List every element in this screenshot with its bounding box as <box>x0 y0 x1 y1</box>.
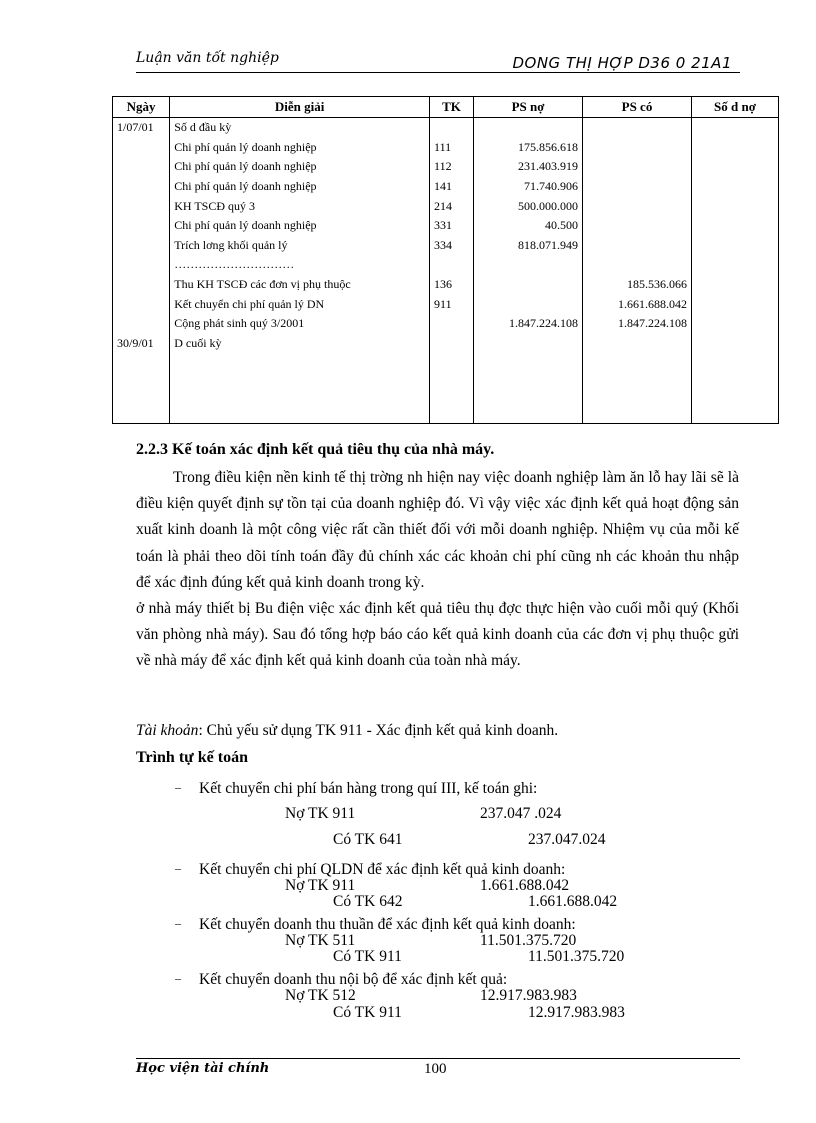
credit-label: Có TK 911 <box>333 1004 402 1021</box>
cell-account <box>430 314 474 334</box>
cell-date: 1/07/01 <box>113 118 170 138</box>
cell-date <box>113 157 170 177</box>
section-title: 2.2.3 Kế toán xác định kết quả tiêu thụ của nhà máy. <box>136 441 495 458</box>
table-row <box>113 353 779 424</box>
debit-amount: 12.917.983.983 <box>480 987 577 1004</box>
cell-balance <box>691 157 778 177</box>
page-header <box>136 48 740 73</box>
table-row <box>113 118 779 138</box>
cell-credit <box>583 196 692 216</box>
cell-balance <box>691 216 778 236</box>
table-row <box>113 157 779 177</box>
cell-credit: 1.847.224.108 <box>583 314 692 334</box>
bullet-dash: – <box>175 916 181 930</box>
cell-credit <box>583 255 692 275</box>
cell-balance <box>691 118 778 138</box>
col-header-balance: Số d nợ <box>691 97 778 118</box>
entry-text: Kết chuyển doanh thu thuần để xác định kết quả kinh doanh: <box>199 916 576 933</box>
cell-balance <box>691 138 778 158</box>
col-header-debit: PS nợ <box>474 97 583 118</box>
cell-debit: 175.856.618 <box>474 138 583 158</box>
cell-account: 331 <box>430 216 474 236</box>
cell-description: Trích lơng khối quản lý <box>170 236 430 256</box>
cell-balance <box>691 314 778 334</box>
bullet-dash: – <box>175 971 181 985</box>
account-text: : Chủ yếu sử dụng TK 911 - Xác định kết quả kinh doanh. <box>198 722 559 739</box>
table-row <box>113 294 779 314</box>
cell-credit <box>583 334 692 354</box>
debit-label: Nợ TK 511 <box>285 932 356 949</box>
cell-date <box>113 196 170 216</box>
cell-credit: 1.661.688.042 <box>583 294 692 314</box>
table-row <box>113 334 779 354</box>
cell-debit: 500.000.000 <box>474 196 583 216</box>
cell-account <box>430 334 474 354</box>
cell-debit <box>474 275 583 295</box>
debit-label: Nợ TK 911 <box>285 877 356 894</box>
cell-description <box>170 353 430 424</box>
cell-account: 136 <box>430 275 474 295</box>
footer-institution: Học viện tài chính <box>136 1061 270 1076</box>
cell-account: 141 <box>430 177 474 197</box>
paragraph-1: Trong điều kiện nền kinh tế thị trờng nh hiện nay việc doanh nghiệp làm ăn lỗ hay lãi sẽ là điều kiện quyết định sự tồn tại của doanh nghiệp đó. Vì vậy việc xác định kết quả hoạt động sản xuất kinh doanh là một công việc rất cần thiết đối với mỗi doanh nghiệp. Nhiệm vụ của mỗi kế toán là phải theo dõi tính toán đầy đủ chính xác các khoản chi phí cũng nh các khoản thu nhập để xác định đúng kết quả kinh doanh trong kỳ. <box>136 469 739 591</box>
cell-date <box>113 353 170 424</box>
cell-debit <box>474 294 583 314</box>
col-header-date: Ngày <box>113 97 170 118</box>
table-row <box>113 138 779 158</box>
credit-label: Có TK 641 <box>333 831 403 848</box>
cell-account <box>430 353 474 424</box>
table-row <box>113 255 779 275</box>
cell-date <box>113 275 170 295</box>
cell-description: ………………………… <box>170 255 430 275</box>
ledger-header-row <box>113 97 779 118</box>
table-row <box>113 216 779 236</box>
table-row <box>113 236 779 256</box>
cell-date <box>113 177 170 197</box>
cell-account: 334 <box>430 236 474 256</box>
credit-amount: 1.661.688.042 <box>528 893 618 910</box>
cell-credit <box>583 118 692 138</box>
account-line <box>136 722 558 740</box>
cell-debit <box>474 118 583 138</box>
debit-amount: 237.047 .024 <box>480 805 562 822</box>
credit-amount: 12.917.983.983 <box>528 1004 625 1021</box>
cell-date <box>113 314 170 334</box>
col-header-account: TK <box>430 97 474 118</box>
header-thesis-title: Luận văn tốt nghiệp <box>136 50 279 66</box>
credit-label: Có TK 911 <box>333 948 402 965</box>
cell-description: Chi phí quản lý doanh nghiệp <box>170 138 430 158</box>
cell-debit <box>474 255 583 275</box>
entry-text: Kết chuyển doanh thu nội bộ để xác định kết quả: <box>199 971 508 988</box>
section-body <box>136 465 739 675</box>
cell-date <box>113 138 170 158</box>
cell-credit <box>583 177 692 197</box>
page-footer <box>136 1058 740 1077</box>
bullet-dash: – <box>175 861 181 875</box>
cell-description: Số d đầu kỳ <box>170 118 430 138</box>
cell-account: 911 <box>430 294 474 314</box>
cell-date: 30/9/01 <box>113 334 170 354</box>
cell-credit <box>583 236 692 256</box>
cell-balance <box>691 236 778 256</box>
cell-description: Chi phí quản lý doanh nghiệp <box>170 177 430 197</box>
debit-amount: 1.661.688.042 <box>480 877 570 894</box>
cell-date <box>113 255 170 275</box>
cell-credit <box>583 216 692 236</box>
credit-amount: 237.047.024 <box>528 831 606 848</box>
cell-credit: 185.536.066 <box>583 275 692 295</box>
ledger-table <box>112 96 779 424</box>
paragraph-2: ở nhà máy thiết bị Bu điện việc xác định kết quả tiêu thụ đợc thực hiện vào cuối mỗi quý (Khối văn phòng nhà máy). Sau đó tổng hợp báo cáo kết quả kinh doanh của các đơn vị phụ thuộc gửi về nhà máy để xác định kết quả kinh doanh của toàn nhà máy. <box>136 600 739 670</box>
cell-balance <box>691 275 778 295</box>
cell-description: Kết chuyển chi phí quản lý DN <box>170 294 430 314</box>
cell-description: KH TSCĐ quý 3 <box>170 196 430 216</box>
cell-date <box>113 294 170 314</box>
cell-date <box>113 236 170 256</box>
cell-debit: 1.847.224.108 <box>474 314 583 334</box>
cell-account <box>430 118 474 138</box>
cell-description: Chi phí quản lý doanh nghiệp <box>170 216 430 236</box>
cell-credit <box>583 157 692 177</box>
cell-date <box>113 216 170 236</box>
cell-balance <box>691 196 778 216</box>
cell-balance <box>691 294 778 314</box>
procedure-title: Trình tự kế toán <box>136 749 248 766</box>
cell-description: D cuối kỳ <box>170 334 430 354</box>
debit-amount: 11.501.375.720 <box>480 932 577 949</box>
debit-label: Nợ TK 911 <box>285 805 356 822</box>
cell-account: 111 <box>430 138 474 158</box>
entry-text: Kết chuyển chi phí QLDN để xác định kết quả kinh doanh: <box>199 861 566 878</box>
entry-text: Kết chuyển chi phí bán hàng trong quí III, kế toán ghi: <box>199 780 538 797</box>
cell-balance <box>691 353 778 424</box>
debit-label: Nợ TK 512 <box>285 987 356 1004</box>
cell-debit: 231.403.919 <box>474 157 583 177</box>
cell-balance <box>691 334 778 354</box>
cell-description: Cộng phát sinh quý 3/2001 <box>170 314 430 334</box>
cell-balance <box>691 255 778 275</box>
col-header-credit: PS có <box>583 97 692 118</box>
col-header-description: Diễn giải <box>170 97 430 118</box>
account-label: Tài khoản <box>136 722 199 739</box>
cell-credit <box>583 353 692 424</box>
table-row <box>113 196 779 216</box>
bullet-dash: – <box>175 780 181 794</box>
cell-debit: 40.500 <box>474 216 583 236</box>
cell-credit <box>583 138 692 158</box>
cell-account: 112 <box>430 157 474 177</box>
cell-debit: 818.071.949 <box>474 236 583 256</box>
cell-debit <box>474 334 583 354</box>
table-row <box>113 177 779 197</box>
cell-debit <box>474 353 583 424</box>
page-number: 100 <box>424 1061 447 1077</box>
table-row <box>113 314 779 334</box>
cell-balance <box>691 177 778 197</box>
cell-account: 214 <box>430 196 474 216</box>
credit-amount: 11.501.375.720 <box>528 948 625 965</box>
credit-label: Có TK 642 <box>333 893 403 910</box>
cell-debit: 71.740.906 <box>474 177 583 197</box>
header-author: DONG THỊ HỢP D36 0 21A1 <box>512 54 732 72</box>
cell-account <box>430 255 474 275</box>
cell-description: Thu KH TSCĐ các đơn vị phụ thuộc <box>170 275 430 295</box>
table-row <box>113 275 779 295</box>
cell-description: Chi phí quản lý doanh nghiệp <box>170 157 430 177</box>
